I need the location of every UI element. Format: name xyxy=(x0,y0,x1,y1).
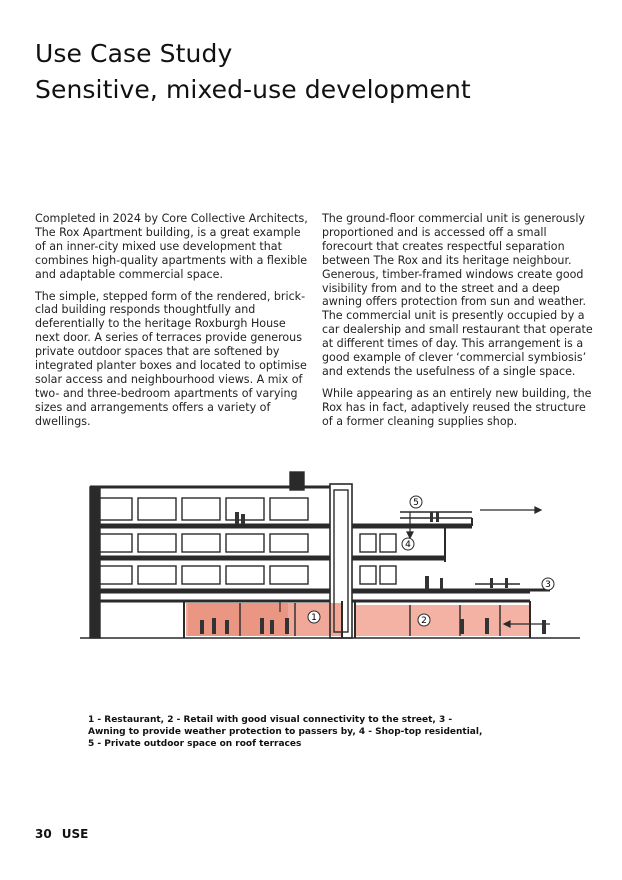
building-section-diagram xyxy=(80,462,580,674)
marker-label: 4 xyxy=(405,540,411,550)
marker-roof-terrace xyxy=(410,496,422,508)
title-line-2: Sensitive, mixed-use development xyxy=(35,75,471,104)
paragraph: Completed in 2024 by Core Collective Architects, The Rox Apartment building, is a great example of an inner-city mixed use development that combines high-quality apartments with a flexible and adaptable commercial space. xyxy=(35,212,308,281)
diagram-caption: 1 - Restaurant, 2 - Retail with good visual connectivity to the street, 3 - Awning to provide weather protection to passers by, 4 - Shop-top residential, 5 - Private outdoor space on roof terraces xyxy=(88,715,483,749)
section-label: USE xyxy=(61,827,89,841)
page-title xyxy=(35,36,471,108)
marker-residential xyxy=(402,538,414,550)
marker-label: 5 xyxy=(413,498,419,508)
right-text-column xyxy=(322,212,594,437)
page-number: 30 xyxy=(35,827,52,841)
marker-label: 2 xyxy=(421,616,427,626)
marker-label: 3 xyxy=(545,580,551,590)
left-text-column xyxy=(35,212,311,437)
paragraph: The simple, stepped form of the rendered, brick-clad building responds thoughtfully and deferentially to the heritage Roxburgh House next door. A series of terraces provide generous private outdoor spaces that are softened by integrated planter boxes and located to optimise solar access and neighbourhood views. A mix of two- and three-bedroom apartments of varying sizes and arrangements offers a variety of dwellings. xyxy=(35,289,307,428)
marker-restaurant xyxy=(308,611,320,623)
page-footer xyxy=(35,827,88,841)
paragraph: While appearing as an entirely new building, the Rox has in fact, adaptively reused the structure of a former cleaning supplies shop. xyxy=(322,386,592,428)
marker-retail xyxy=(418,614,430,626)
marker-label: 1 xyxy=(311,613,317,623)
retail-fill xyxy=(355,605,530,636)
paragraph: The ground-floor commercial unit is generously proportioned and is accessed off a small forecourt that creates respectful separation between The Rox and its heritage neighbour. Generous, timber-framed windows create good visibility from and to the street and a deep awning offers protection from sun and weather. The commercial unit is presently occupied by a car dealership and small restaurant that operate at different times of day. This arrangement is a good example of clever ‘commercial symbiosis’ and extends the usefulness of a single space. xyxy=(322,212,593,378)
title-line-1: Use Case Study xyxy=(35,39,233,68)
marker-awning xyxy=(542,578,554,590)
